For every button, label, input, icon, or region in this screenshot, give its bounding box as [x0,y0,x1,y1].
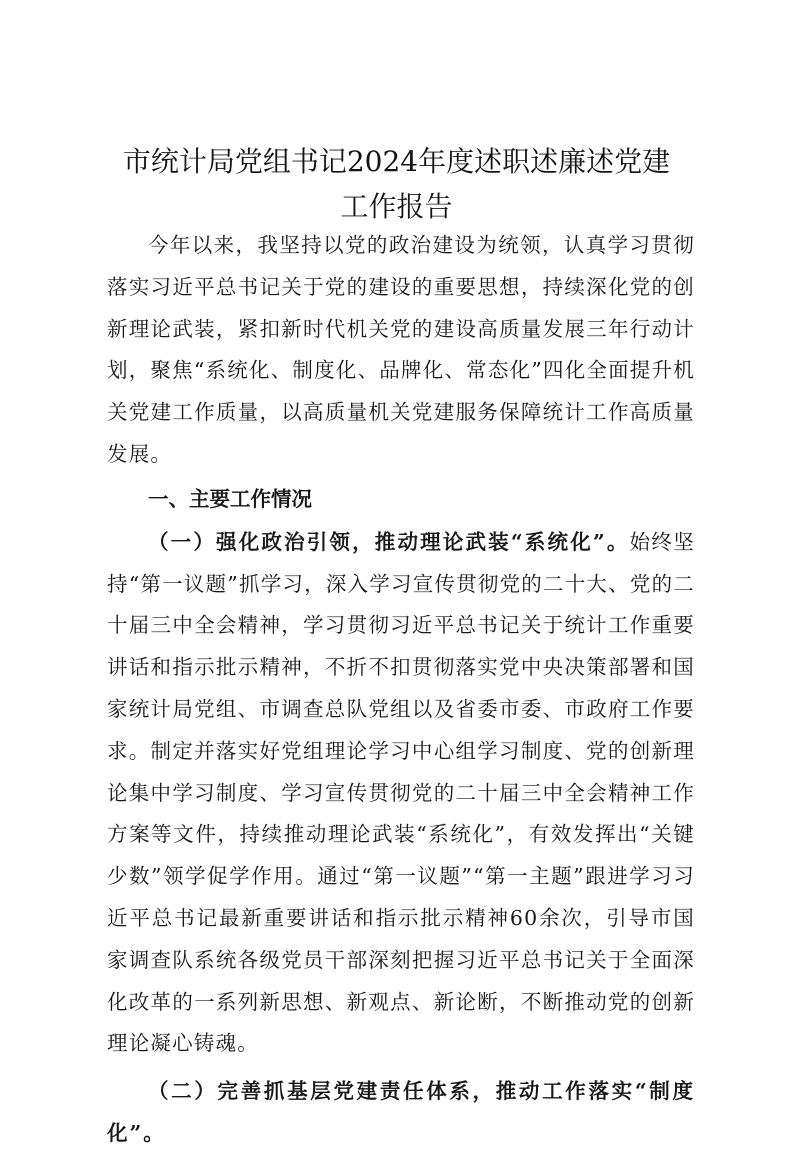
item-1-paragraph [107,522,695,1065]
item-1-heading: （一）强化政治引领，推动理论武装“系统化”。 [148,529,630,554]
item-2-heading: （二）完善抓基层党建责任体系，推动工作落实“制度化”。 [107,1079,695,1145]
title-line-2: 工作报告 [340,190,453,223]
item-2-paragraph [107,1071,695,1155]
section-heading-main-work: 一、主要工作情况 [148,486,312,511]
intro-paragraph: 今年以来，我坚持以党的政治建设为统领，认真学习贯彻落实习近平总书记关于党的建设的重要思想，持续深化党的创新理论武装，紧扣新时代机关党的建设高质量发展三年行动计划，聚焦“系统化、制度化、品牌化、常态化”四化全面提升机关党建工作质量，以高质量机关党建服务保障统计工作高质量发展。 [107,233,695,466]
document-body [107,225,695,1155]
title-line-1: 市统计局党组书记2024年度述职述廉述党建 [122,145,671,178]
document-title [100,139,693,229]
item-1-body: 始终坚持“第一议题”抓学习，深入学习宣传贯彻党的二十大、党的二十届三中全会精神，学习贯彻习近平总书记关于统计工作重要讲话和指示批示精神，不折不扣贯彻落实党中央决策部署和国家统计局党组、市调查总队党组以及省委市委、市政府工作要求。制定并落实好党组理论学习中心组学习制度、党的创新理论集中学习制度、学习宣传贯彻党的二十届三中全会精神工作方案等文件，持续推动理论武装“系统化”，有效发挥出“关键少数”领学促学作用。通过“第一议题”“第一主题”跟进学习习近平总书记最新重要讲话和指示批示精神60余次，引导市国家调查队系统各级党员干部深刻把握习近平总书记关于全面深化改革的一系列新思想、新观点、新论断，不断推动党的创新理论凝心铸魂。 [107,529,695,1056]
